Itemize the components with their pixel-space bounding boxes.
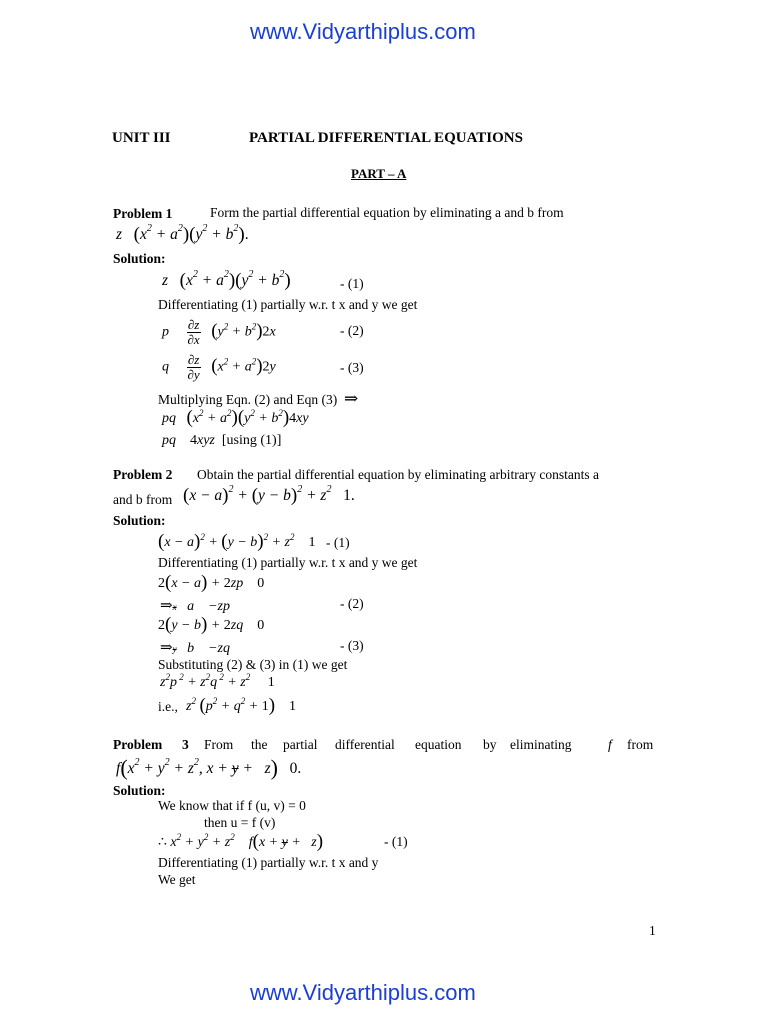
p3-then-text: then u = f (v) — [204, 815, 276, 830]
header-site-link[interactable]: www.Vidyarthiplus.com — [250, 19, 476, 44]
p1-using-text: [using (1)] — [221, 433, 282, 448]
p1-eq3: q $\frac{\partial z}{\partial y}$ $(x^2 + a^2)2y$ — [162, 352, 276, 382]
page-number: 1 — [649, 923, 656, 938]
problem3-solution-label: Solution: — [113, 783, 166, 798]
p2-eq2-tag: - (2) — [340, 596, 364, 611]
p3-word-eliminating: eliminating — [510, 737, 572, 752]
p1-mult-text — [158, 389, 358, 409]
p1-diff-text: Differentiating (1) partially w.r. t x and y we get — [158, 297, 418, 312]
p2-dy-eq: 2(y − b) + 2zq 0 — [158, 614, 265, 635]
p3-word-by: by — [483, 737, 497, 752]
problem2-solution-label: Solution: — [113, 513, 166, 528]
p3-word-from: From — [204, 737, 234, 752]
problem1-label: Problem 1 — [113, 206, 173, 221]
problem2-and-b-from: and b from — [113, 492, 173, 507]
p1-eq1-tag: - (1) — [340, 276, 364, 291]
p2-b-eq: ⇒y b −zq — [160, 640, 230, 656]
unit-title: PARTIAL DIFFERENTIAL EQUATIONS — [249, 130, 523, 146]
p2-dx-eq: 2(x − a) + 2zp 0 — [158, 572, 265, 593]
p1-pq-result: pq 4xyz [using (1)] — [162, 433, 282, 448]
problem1-equation: z $(x^2 + a^2)(y^2 + b^2)$. — [116, 223, 249, 245]
p2-subst-eq: $z^2p$ $^2 + z^2q$ $^2 + z^2$ 1 — [160, 672, 275, 690]
p3-word-the: the — [251, 737, 268, 752]
p3-word-f: f — [608, 737, 612, 752]
p1-eq2: p $\frac{\partial z}{\partial x}$ $(y^2 + b^2)2x$ — [162, 317, 276, 347]
p3-eq1-tag: - (1) — [384, 834, 408, 849]
problem2-label: Problem 2 — [113, 467, 173, 482]
problem2-statement: Obtain the partial differential equation by eliminating arbitrary constants a — [197, 467, 599, 482]
p3-we-get: We get — [158, 872, 196, 887]
p2-a-eq: ⇒x a −zp — [160, 598, 230, 614]
p2-diff-text: Differentiating (1) partially w.r. t x and y we get — [158, 555, 418, 570]
p3-word-partial: partial — [283, 737, 318, 752]
problem1-solution-label: Solution: — [113, 251, 166, 266]
p3-know-text: We know that if f (u, v) = 0 — [158, 798, 306, 813]
p2-subst-text: Substituting (2) & (3) in (1) we get — [158, 657, 348, 672]
problem3-number: 3 — [182, 737, 189, 752]
p3-word-from2: from — [627, 737, 654, 752]
p3-eq1: ∴ $x^2 + y^2 + z^2$ f(x + y + z) — [158, 831, 324, 852]
problem1-statement: Form the partial differential equation by eliminating a and b from — [210, 205, 564, 220]
p1-mult-label: Multiplying Eqn. (2) and Eqn (3) — [158, 392, 338, 407]
problem3-equation: $f(x^2 + y^2 + z^2$, x + y + z) 0. — [116, 755, 302, 780]
footer-site-link[interactable]: www.Vidyarthiplus.com — [250, 980, 476, 1005]
problem2-equation: $(x - a)^2 + (y - b)^2 + z^2$ 1. — [183, 484, 355, 506]
p1-pq-eq: pq $(x^2 + a^2)(y^2 + b^2)4xy$ — [162, 407, 309, 428]
p2-final-eq: $z^2$ $(p^2 + q^2 + 1)$ 1 — [186, 695, 297, 716]
p2-eq1: $(x - a)^2 + (y - b)^2 + z^2$ 1 — [158, 531, 316, 552]
p3-diff-text: Differentiating (1) partially w.r. t x and y — [158, 855, 379, 870]
p1-eq1: z $(x^2 + a^2)(y^2 + b^2)$ — [162, 269, 291, 291]
p1-eq2-tag: - (2) — [340, 323, 364, 338]
p2-eq1-tag: - (1) — [326, 535, 350, 550]
p2-ie-text: i.e., — [158, 699, 178, 714]
p3-word-equation: equation — [415, 737, 462, 752]
part-heading: PART – A — [351, 166, 407, 181]
unit-label: UNIT III — [112, 130, 171, 146]
problem3-label: Problem — [113, 737, 163, 752]
implies-icon: ⇒ — [343, 389, 359, 408]
p1-eq3-tag: - (3) — [340, 360, 364, 375]
p3-word-differential: differential — [335, 737, 395, 752]
p2-eq3-tag: - (3) — [340, 638, 364, 653]
